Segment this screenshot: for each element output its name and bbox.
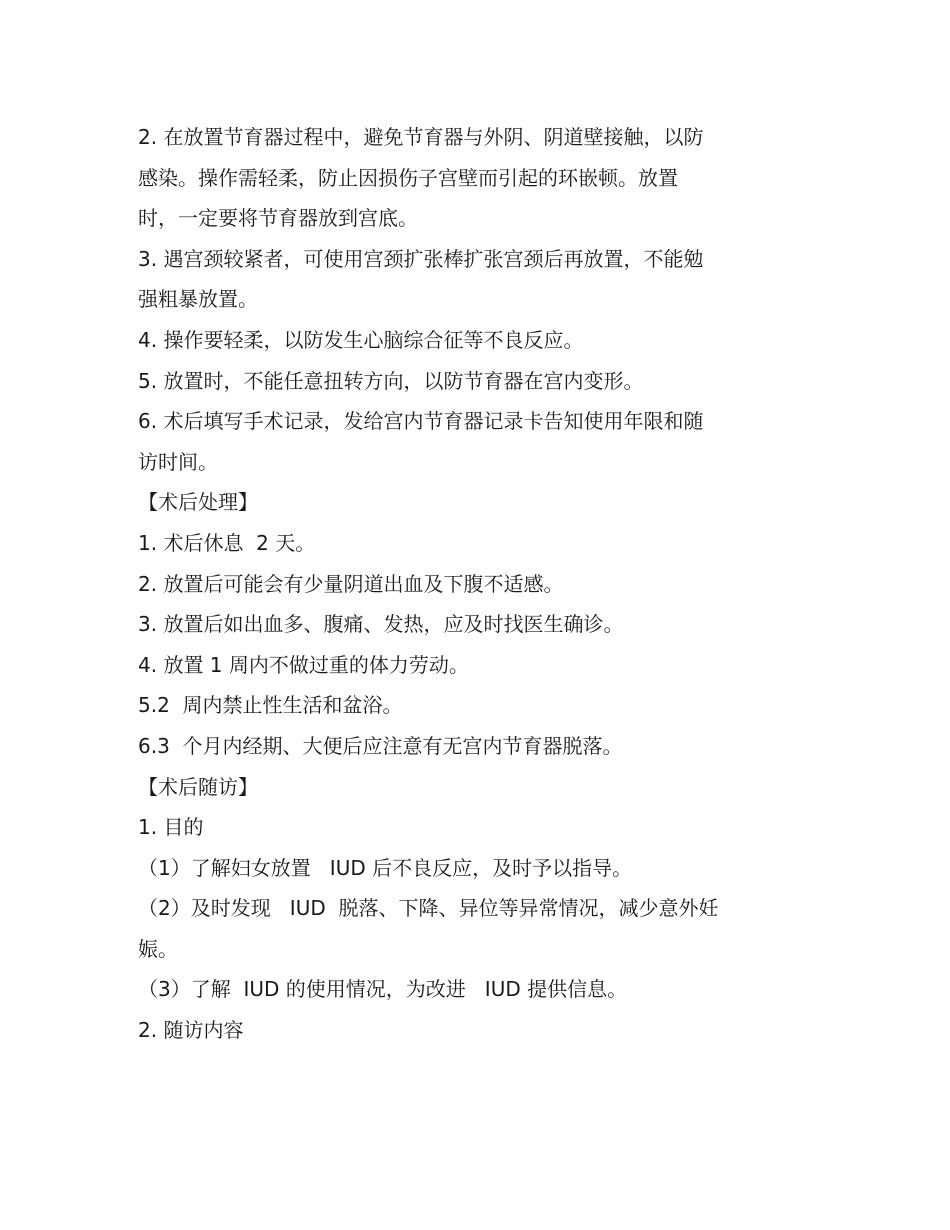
text-line: 1. 术后休息 2 天。 xyxy=(138,530,316,555)
text-line: 2. 放置后可能会有少量阴道出血及下腹不适感。 xyxy=(138,571,564,596)
text-line: 3. 放置后如出血多、腹痛、发热，应及时找医生确诊。 xyxy=(138,612,624,637)
section-heading: 【术后处理】 xyxy=(138,490,258,515)
document-body xyxy=(138,117,788,1051)
text-line: 强粗暴放置。 xyxy=(138,287,258,312)
text-line: 娠。 xyxy=(138,936,178,961)
text-line: 5. 放置时，不能任意扭转方向，以防节育器在宫内变形。 xyxy=(138,368,644,393)
text-line: 2. 在放置节育器过程中，避免节育器与外阴、阴道壁接触，以防 xyxy=(138,125,704,149)
text-line: 时，一定要将节育器放到宫底。 xyxy=(138,206,418,231)
text-line: 6. 术后填写手术记录，发给宫内节育器记录卡告知使用年限和随 xyxy=(138,409,704,434)
text-line: （3）了解 IUD 的使用情况，为改进 IUD 提供信息。 xyxy=(138,977,628,1002)
text-line: 4. 操作要轻柔，以防发生心脑综合征等不良反应。 xyxy=(138,327,584,352)
text-line: 2. 随访内容 xyxy=(138,1018,244,1043)
text-line: 4. 放置 1 周内不做过重的体力劳动。 xyxy=(138,652,469,677)
section-heading: 【术后随访】 xyxy=(138,774,258,799)
text-line: 感染。操作需轻柔，防止因损伤子宫壁而引起的环嵌顿。放置 xyxy=(138,165,678,190)
text-line: 6.3 个月内经期、大便后应注意有无宫内节育器脱落。 xyxy=(138,733,623,758)
text-line: 1. 目的 xyxy=(138,815,204,840)
text-line: 访时间。 xyxy=(138,449,218,474)
text-line: 5.2 周内禁止性生活和盆浴。 xyxy=(138,693,403,718)
text-line: 3. 遇宫颈较紧者，可使用宫颈扩张棒扩张宫颈后再放置，不能勉 xyxy=(138,246,704,271)
text-line: （2）及时发现 IUD 脱落、下降、异位等异常情况，减少意外妊 xyxy=(138,896,719,921)
text-line: （1）了解妇女放置 IUD 后不良反应，及时予以指导。 xyxy=(138,855,633,880)
